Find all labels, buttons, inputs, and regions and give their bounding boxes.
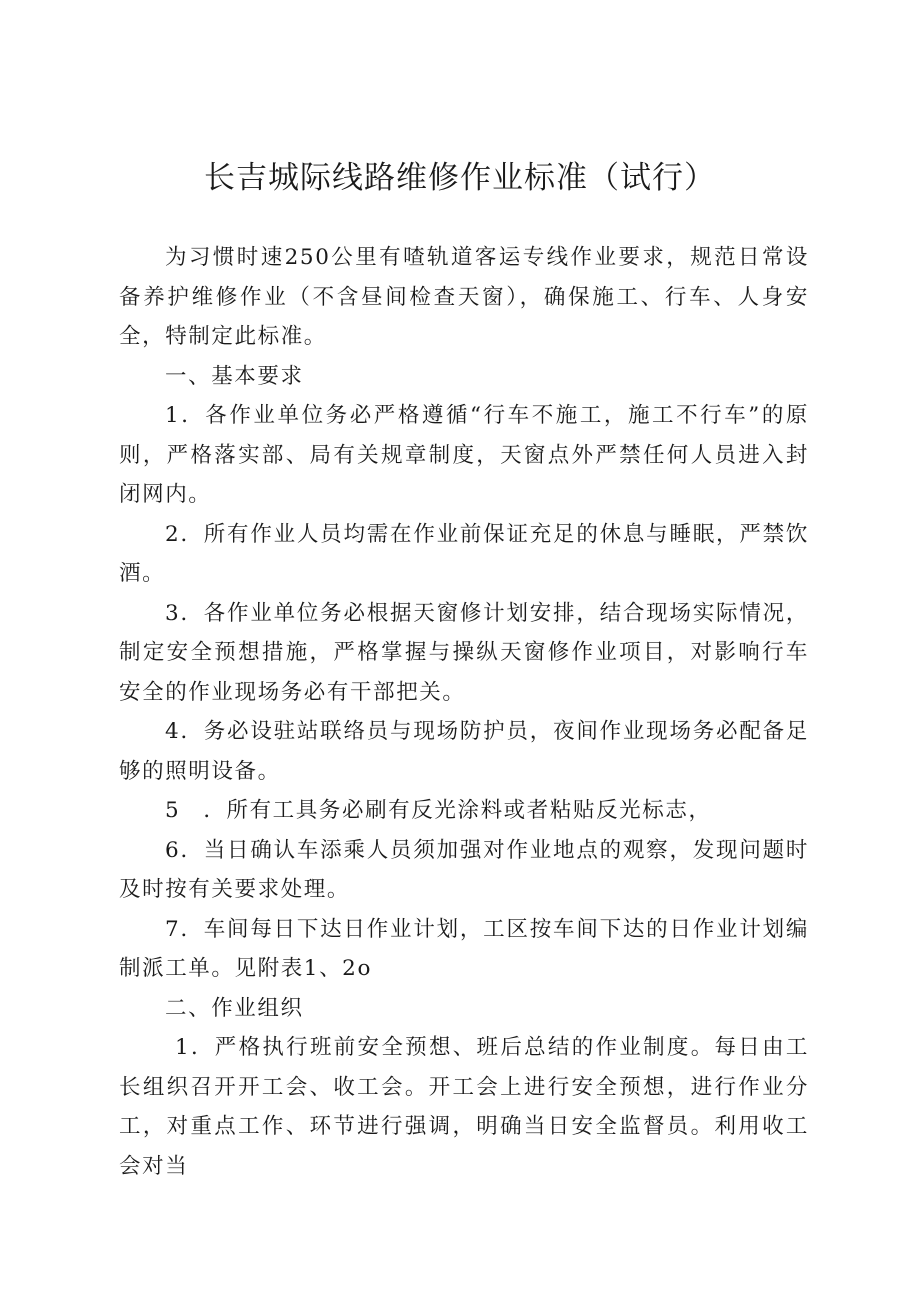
- section-heading-basic-requirements: 一、基本要求: [165, 363, 304, 389]
- intro-paragraph: 为习惯时速250公里有喳轨道客运专线作业要求，规范日常设备养护维修作业（不含昼间检查天窗），确保施工、行车、人身安全，特制定此标准。: [119, 245, 809, 349]
- section-heading-work-organization: 二、作业组织: [165, 995, 304, 1021]
- requirement-item-4: 4．务必设驻站联络员与现场防护员，夜间作业现场务必配备足够的照明设备。: [119, 719, 809, 784]
- document-title: 长吉城际线路维修作业标准（试行）: [204, 160, 716, 196]
- requirement-item-3: 3．各作业单位务必根据天窗修计划安排，结合现场实际情况，制定安全预想措施，严格掌握与操纵天窗修作业项目，对影响行车安全的作业现场务必有干部把关。: [119, 600, 809, 705]
- requirement-item-6: 6．当日确认车添乘人员须加强对作业地点的观察，发现问题时及时按有关要求处理。: [119, 837, 809, 902]
- organization-item-1: 1．严格执行班前安全预想、班后总结的作业制度。每日由工长组织召开开工会、收工会。开工会上进行安全预想，进行作业分工，对重点工作、环节进行强调，明确当日安全监督员。利用收工会对当: [119, 1035, 809, 1179]
- requirement-item-2: 2．所有作业人员均需在作业前保证充足的休息与睡眠，严禁饮酒。: [119, 521, 809, 586]
- requirement-item-7: 7．车间每日下达日作业计划，工区按车间下达的日作业计划编制派工单。见附表1、2o: [119, 916, 809, 981]
- requirement-item-1: 1．各作业单位务必严格遵循“行车不施工，施工不行车”的原则，严格落实部、局有关规章制度，天窗点外严禁任何人员进入封闭网内。: [119, 403, 809, 507]
- requirement-item-5: 5 ．所有工具务必刷有反光涂料或者粘贴反光标志，: [165, 798, 712, 823]
- document-body: [119, 238, 809, 1186]
